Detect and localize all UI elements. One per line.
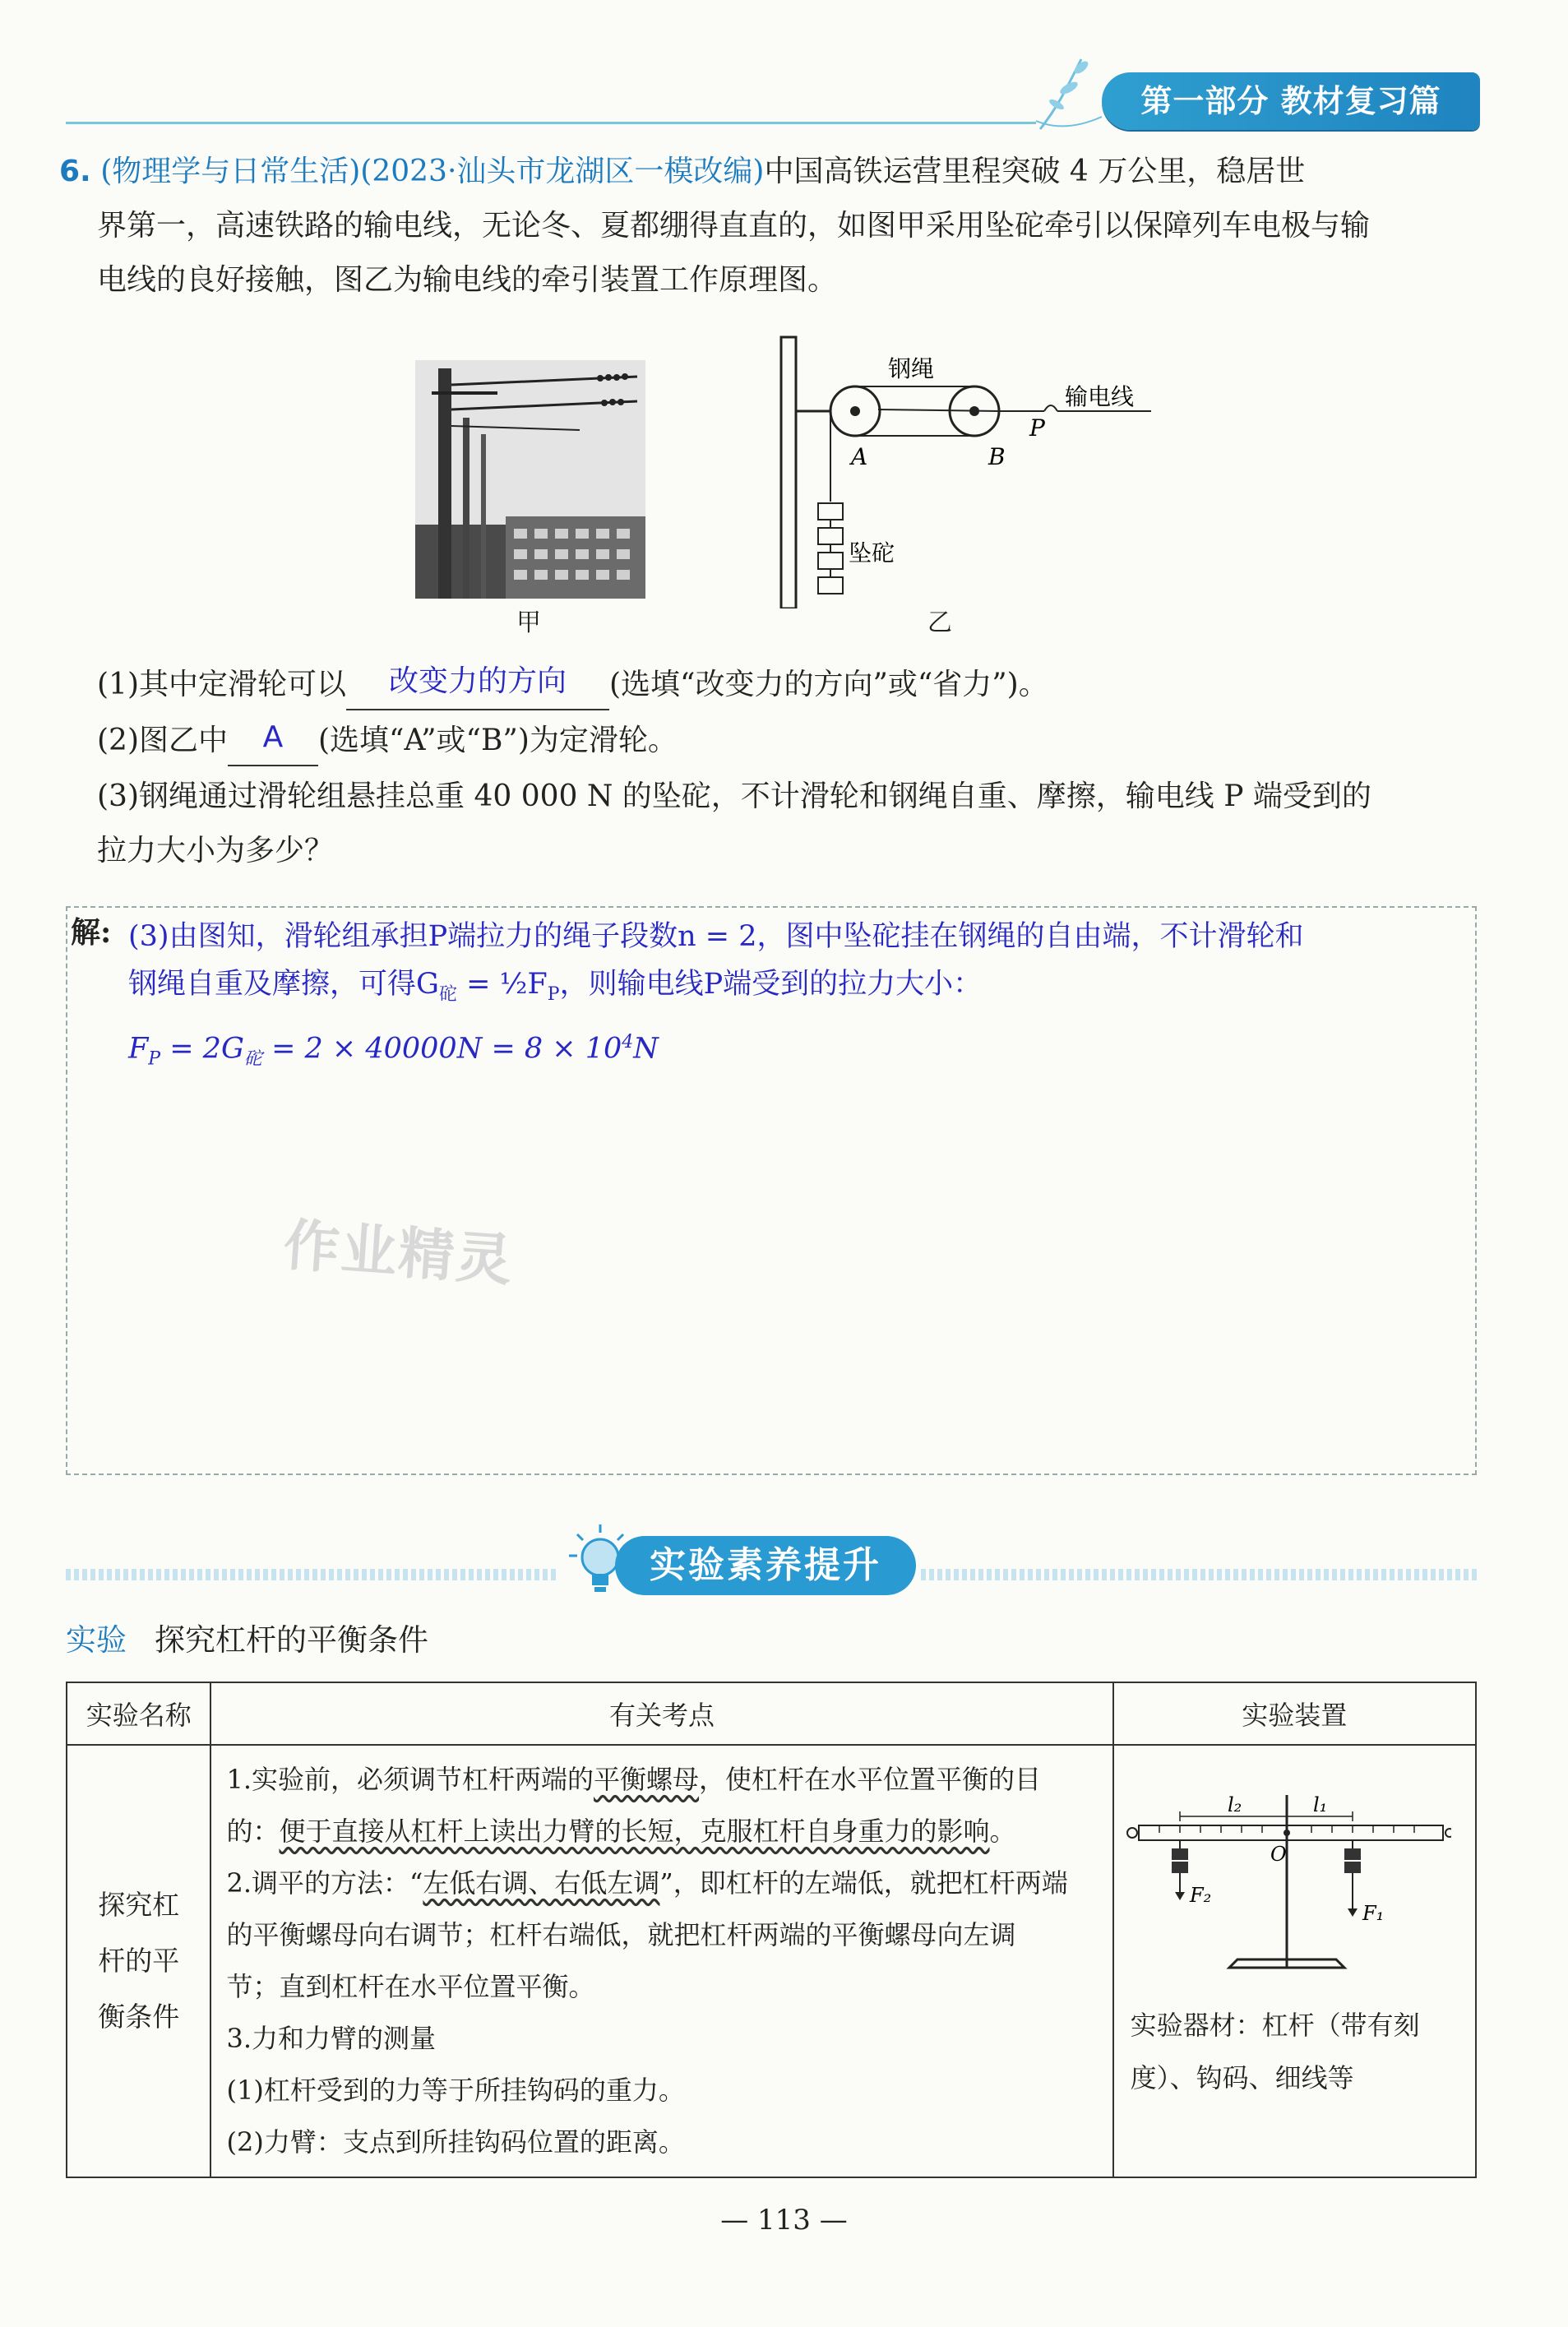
header-divider bbox=[66, 122, 1036, 124]
label-o: O bbox=[1270, 1843, 1287, 1866]
experiment-name-cell: 探究杠 杆的平 衡条件 bbox=[67, 1745, 210, 2177]
header-name: 实验名称 bbox=[67, 1682, 210, 1745]
figure-yi-diagram bbox=[773, 329, 1168, 608]
sub1-suffix: (选填“改变力的方向”或“省力”)。 bbox=[609, 668, 1048, 701]
table-row bbox=[67, 1745, 1476, 2177]
label-f1: F₁ bbox=[1362, 1902, 1384, 1925]
question-source: (物理学与日常生活)(2023·汕头市龙湖区一模改编) bbox=[100, 155, 765, 188]
sub-question-1 bbox=[97, 658, 1495, 714]
answer-label: 解: bbox=[71, 915, 112, 950]
label-weight: 坠砣 bbox=[849, 539, 895, 567]
section-badge: 第一部分 教材复习篇 bbox=[1102, 72, 1480, 130]
label-rope: 钢绳 bbox=[888, 355, 935, 382]
sub2-suffix: (选填“A”或“B”)为定滑轮。 bbox=[318, 724, 678, 757]
label-p: P bbox=[1029, 414, 1045, 442]
banner-line-left bbox=[66, 1569, 559, 1580]
sub-question-2 bbox=[97, 714, 1495, 770]
figure-yi-label: 乙 bbox=[927, 608, 952, 637]
question-number: 6. bbox=[59, 155, 91, 188]
figure-jia-label: 甲 bbox=[516, 608, 541, 637]
banner-line-right bbox=[921, 1569, 1477, 1580]
stem-line-2: 界第一，高速铁路的输电线，无论冬、夏都绷得直直的，如图甲采用坠砣牵引以保障列车电极与输 bbox=[97, 209, 1371, 243]
lever-apparatus-diagram bbox=[1122, 1746, 1451, 1992]
apparatus-caption: 实验器材：杠杆（带有刻度）、钩码、细线等 bbox=[1130, 2010, 1420, 2093]
label-b: B bbox=[988, 443, 1006, 470]
answer-line-1: (3)由图知，滑轮组承担P端拉力的绳子段数n = 2，图中坠砣挂在钢绳的自由端，不计滑轮和 bbox=[128, 920, 1304, 953]
sub1-answer-blank: 改变力的方向 bbox=[346, 655, 609, 710]
stem-line-3: 电线的良好接触，图乙为输电线的牵引装置工作原理图。 bbox=[97, 263, 838, 297]
section-banner: 实验素养提升 bbox=[615, 1536, 916, 1595]
leaf-decoration-icon bbox=[1032, 51, 1106, 133]
exam-points-cell: 1.实验前，必须调节杠杆两端的平衡螺母，使杠杆在水平位置平衡的目 的：便于直接从杠杆上读出力臂的长短，克服杠杆自身重力的影响。 2.调平的方法：“左低右调、右低左调”，即杠杆的左端低，就把杠杆两端 的平衡螺母向右调节；杠杆右端低，就把杠杆两端的平衡螺母向左调 节；直到杠杆在水平位置平衡。 3.力和力臂的测量 (1)杠杆受到的力等于所挂钩码的重力。 (2)力臂：支点到所挂钩码位置的距离。 bbox=[210, 1745, 1112, 2177]
sub-question-3-line-1: (3)钢绳通过滑轮组悬挂总重 40 000 N 的坠砣，不计滑轮和钢绳自重、摩擦，输电线 P 端受到的 bbox=[97, 780, 1371, 813]
sub2-prefix: (2)图乙中 bbox=[97, 724, 228, 757]
table-header-row bbox=[67, 1682, 1476, 1745]
apparatus-cell bbox=[1113, 1745, 1476, 2177]
label-a: A bbox=[851, 443, 868, 470]
label-f2: F₂ bbox=[1189, 1884, 1211, 1907]
stem-line-1: 中国高铁运营里程突破 4 万公里，稳居世 bbox=[764, 155, 1306, 188]
answer-content bbox=[128, 913, 1460, 1084]
label-l2: l₂ bbox=[1227, 1793, 1242, 1816]
page-number: — 113 — bbox=[720, 2204, 848, 2237]
experiment-name: 探究杠杆的平衡条件 bbox=[155, 1622, 428, 1658]
answer-line-3: $F_P = 2G_砣 = 2 \times 40000N = 8 \times 10^4N$ bbox=[128, 1032, 659, 1070]
header-device: 实验装置 bbox=[1113, 1682, 1476, 1745]
header-points: 有关考点 bbox=[210, 1682, 1112, 1745]
experiment-key: 实验 bbox=[66, 1622, 127, 1658]
sub1-prefix: (1)其中定滑轮可以 bbox=[97, 668, 346, 701]
label-l1: l₁ bbox=[1312, 1793, 1327, 1816]
label-wire: 输电线 bbox=[1065, 383, 1135, 410]
sub2-answer-blank: A bbox=[228, 710, 318, 766]
question-stem bbox=[59, 145, 1490, 308]
experiment-table bbox=[66, 1682, 1477, 2178]
experiment-title bbox=[66, 1615, 428, 1659]
answer-line-2: 钢绳自重及摩擦，可得$G_砣$ = $\frac{1}{2}F_P$，则输电线P端受到的拉力大小： bbox=[128, 968, 983, 1005]
watermark: 作业精灵 bbox=[281, 1213, 516, 1294]
sub-question-3-line-2: 拉力大小为多少？ bbox=[97, 834, 335, 867]
sub-questions bbox=[97, 658, 1495, 878]
figure-jia-photo bbox=[415, 360, 645, 599]
